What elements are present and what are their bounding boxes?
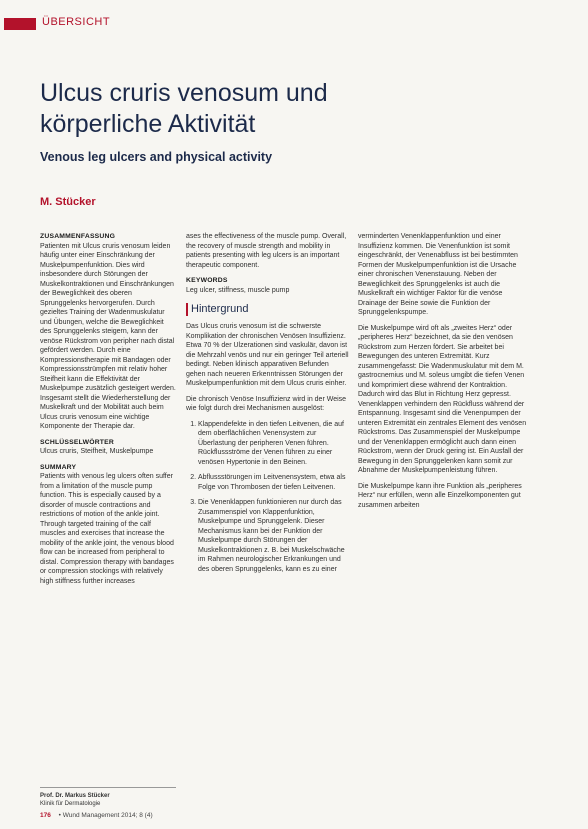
abstract-heading: ZUSAMMENFASSUNG [40, 233, 116, 240]
body-paragraph: Die Muskelpumpe kann ihre Funktion als „peripheres Herz“ nur erfüllen, wenn alle Einzelkomponenten gut zusammen arbeiten [358, 482, 522, 509]
footnote-name: Prof. Dr. Markus Stücker [40, 793, 110, 799]
abstract-text: Patienten mit Ulcus cruris venosum leiden häufig unter einer Einschränkung der Muskelpumpenfunktion. Dies wird insbesondere durch Störungen der Muskelkontraktionen und Einschränkungen der Beweglichkeit des oberen Sprunggelenks hervorgerufen. Durch gezieltes Training der Wadenmuskulatur und Übungen, welche die Beweglichkeit des Sprunggelenks steigern, kann der venöse Rückstrom von peripher nach distal gefördert werden. Durch eine Kompressionstherapie mit Bandagen oder Kompressionsstrümpfen mit relativ hoher Steifheit kann die Effektivität der Muskelpumpe zusätzlich gesteigert werden. Insgesamt stellt die Wiederherstellung der Muskelkraft und der Mobilität auch beim Ulcus cruris venosum eine wichtige Komponente der Therapie dar. [40, 242, 176, 430]
section-color-bar [4, 18, 36, 30]
section-label: ÜBERSICHT [42, 16, 111, 28]
keywords-de: Ulcus cruris, Steifheit, Muskelpumpe [40, 448, 154, 455]
column-1 [40, 232, 176, 592]
column-2 [186, 232, 350, 580]
footnote-separator [40, 787, 176, 788]
list-item: 1. Klappendefekte in den tiefen Leitvenen, die auf dem oberflächlichen Venensystem zur Überlastung der peripheren Venen führen. Rückflussströme der Venen führen zu einer venösen Hypertonie in den Beinen. [198, 420, 350, 468]
summary-heading: SUMMARY [40, 463, 77, 471]
page-number: 176 [40, 812, 51, 819]
article-author: M. Stücker [40, 196, 96, 208]
author-footnote [40, 792, 180, 808]
body-paragraph: Die Muskelpumpe wird oft als „zweites Herz“ oder „peripheres Herz“ bezeichnet, da sie den venösen Rückstrom zum Herzen fördert. Sie arbeitet bei Bewegungen des unteren Extremität. Kurz zusammengefasst: Die Wadenmuskulatur mit dem M. gastrocnemius und M. soleus umgibt die tiefen Venen und komprimiert diese während der Kontraktion. Dadurch wird das Blut in Richtung Herz gepresst. Venenklappen verhindern den Rückfluss während der Entspannung. Insgesamt sind die Venenpumpen der unteren Extremität ein zentrales Element des venösen Rückstroms. Das Zusammenspiel der Muskelpumpe und der Venenklappen ermöglicht auch dann einen Rückstrom, wenn der Druck gering ist. Ein Ausfall der Bewegung in den Sprunggelenken kann somit zur Abnahme der Muskelpumpenleistung führen. [358, 324, 527, 474]
footnote-line: Klinik für Dermatologie [40, 801, 101, 807]
body-paragraph: verminderten Venenklappenfunktion und einer Insuffizienz kommen. Die Venenfunktion ist somit eingeschränkt, der Venenabfluss ist bei bestimmten Formen der Muskelpumpenfunktion ist die Ursache einer chronischen Venenstauung. Neben der Beweglichkeit des Sprunggelenks ist auch die Muskelkraft ein wichtiger Faktor für die venöse Drainage der Beine sowie die Funktion der Sprunggelenkspumpe. [358, 233, 518, 316]
page-footer [40, 812, 153, 819]
article-subtitle: Venous leg ulcers and physical activity [40, 150, 273, 164]
keywords-de-heading: SCHLÜSSELWÖRTER [40, 438, 114, 446]
keywords-en-heading: KEYWORDS [186, 277, 228, 284]
journal-reference: • Wund Management 2014; 8 (4) [58, 812, 153, 819]
list-item: 2. Abflussstörungen im Leitvenensystem, etwa als Folge von Thrombosen der tiefen Leitvenen. [198, 473, 350, 492]
keywords-en: Leg ulcer, stiffness, muscle pump [186, 286, 290, 294]
list-item: 3. Die Venenklappen funktionieren nur durch das Zusammenspiel von Klappenfunktion, Muskelpumpe und Sprunggelenk. Dieser Mechanismus kann bei der Funktion der Muskelpumpe durch Störungen der Muskelkontraktionen z. B. bei Muskelschwäche im Rahmen neurologischer Erkrankungen und des oberen Sprunggelenks, kann es zu einer [198, 498, 350, 574]
mechanism-list [186, 420, 350, 575]
body-paragraph: Die chronisch Venöse Insuffizienz wird in der Weise wie folgt durch drei Mechanismen ausgelöst: [186, 395, 347, 412]
article-title: Ulcus cruris venosum und körperliche Aktivität [40, 79, 328, 138]
body-paragraph: Das Ulcus cruris venosum ist die schwerste Komplikation der chronischen Venösen Insuffizienz. Etwa 70 % der Ulzerationen sind vaskulär, davon ist die Mehrzahl venös und nur ein geringer Teil arteriell bedingt. Neben klinisch apparativen Befunden gehen nach neueren Erkenntnissen Störungen der Muskelpumpenfunktion mit dem Ulcus cruris einher. [186, 323, 349, 387]
column-3 [358, 232, 528, 516]
summary-continued: ases the effectiveness of the muscle pump. Overall, the recovery of muscle strength and mobility in patients presenting with leg ulcers is an important therapeutic component. [186, 233, 347, 269]
section-heading-hintergrund: Hintergrund [186, 303, 350, 316]
summary-text: Patients with venous leg ulcers often suffer from a limitation of the muscle pump function. This is especially caused by a disorder of muscle contractions and restrictions of motion of the ankle joint. Through targeted training of the calf muscles and exercises that increase the mobility of the ankle joint, the venous blood flow can be increased from peripheral to distal. Compression therapy with bandages or compression stockings with relatively high stiffness further increases [40, 473, 174, 585]
